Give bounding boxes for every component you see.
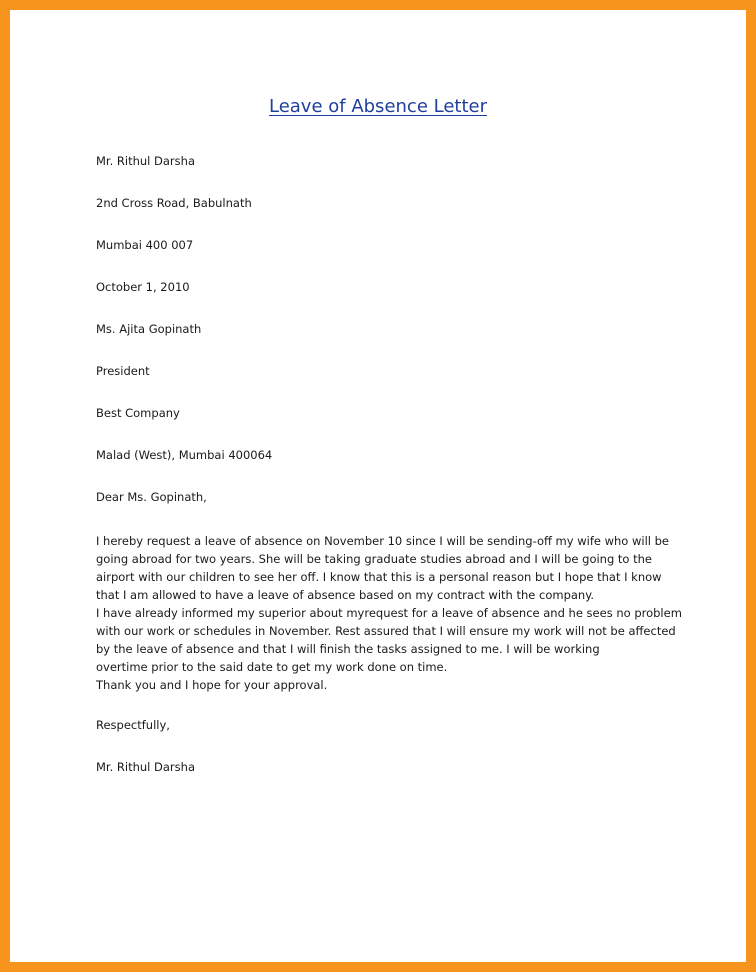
salutation: Dear Ms. Gopinath, — [96, 490, 207, 504]
sender-address-line-1: 2nd Cross Road, Babulnath — [96, 196, 252, 210]
body-line: by the leave of absence and that I will finish the tasks assigned to me. I will be working — [96, 642, 600, 656]
body-line: I hereby request a leave of absence on November 10 since I will be sending-off my wife who will be — [96, 534, 670, 548]
body-line: that I am allowed to have a leave of absence based on my contract with the company. — [96, 588, 595, 602]
recipient-company: Best Company — [96, 406, 180, 420]
body-line: Thank you and I hope for your approval. — [96, 678, 328, 692]
sender-address-line-2: Mumbai 400 007 — [96, 238, 194, 252]
recipient-address: Malad (West), Mumbai 400064 — [96, 448, 273, 462]
letter-body — [96, 532, 682, 694]
sender-name: Mr. Rithul Darsha — [96, 154, 195, 168]
body-line: with our work or schedules in November. Rest assured that I will ensure my work will not be affected — [96, 624, 676, 638]
body-line: overtime prior to the said date to get my work done on time. — [96, 660, 448, 674]
closing: Respectfully, — [96, 718, 170, 732]
letter-title: Leave of Absence Letter — [268, 96, 487, 117]
body-line: airport with our children to see her off. I know that this is a personal reason but I hope that I know — [96, 570, 662, 584]
signature-name: Mr. Rithul Darsha — [96, 760, 195, 774]
recipient-name: Ms. Ajita Gopinath — [96, 322, 202, 336]
body-line: going abroad for two years. She will be taking graduate studies abroad and I will be going to the — [96, 552, 652, 566]
body-line: I have already informed my superior about myrequest for a leave of absence and he sees no problem — [96, 606, 682, 620]
letter-date: October 1, 2010 — [96, 280, 190, 294]
recipient-title: President — [96, 364, 150, 378]
